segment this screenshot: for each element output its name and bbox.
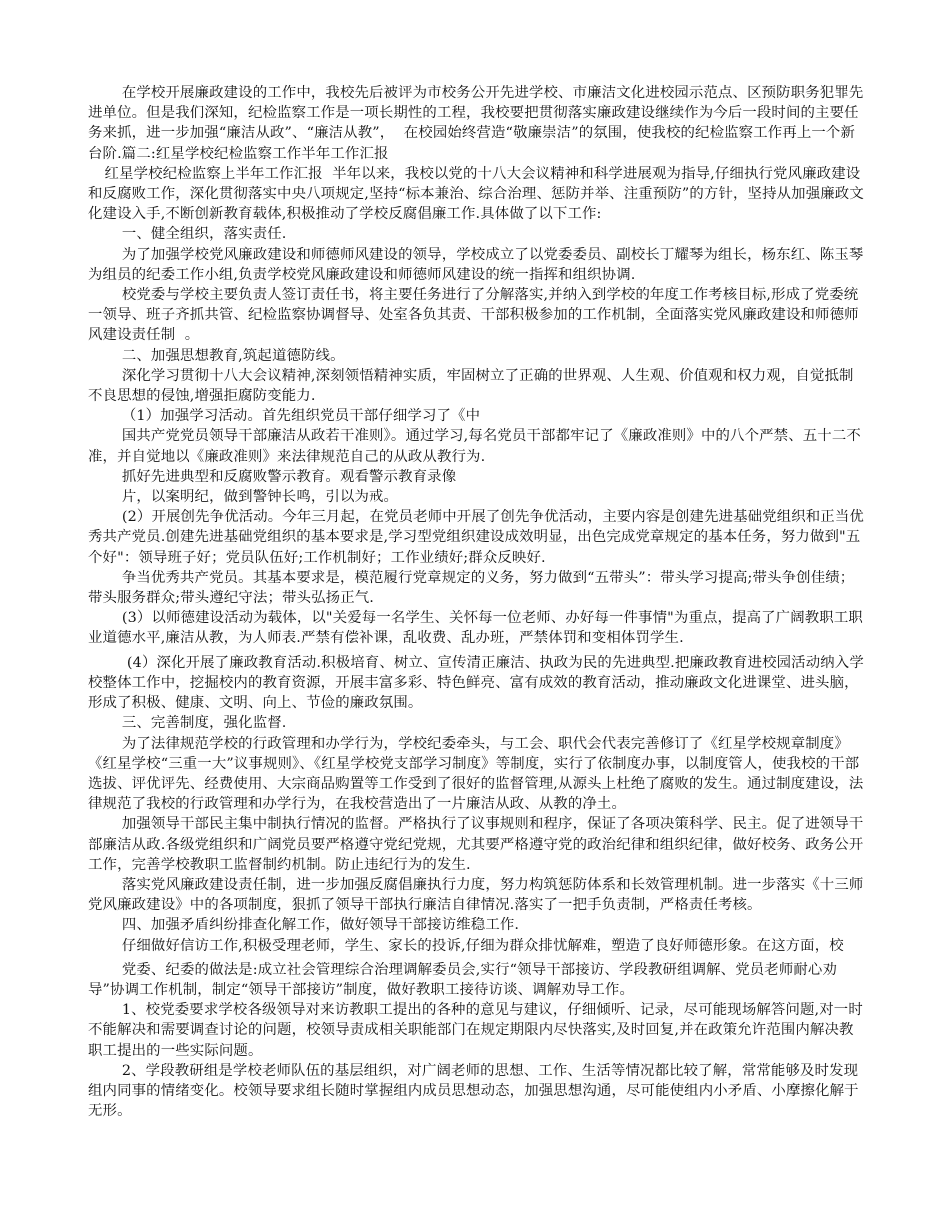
paragraph: 党委、纪委的做法是:成立社会管理综合治理调解委员会,实行“领导干部接访、学段教研组调解、党员老师耐心劝导”协调工作机制，制定“领导干部接访”制度，做好教职工接待访谈、调解劝导工作。 [88, 961, 838, 998]
paragraph: (3）以师德建设活动为载体，以"关爱每一名学生、关怀每一位老师、办好每一件事情"为重点，提高了广阔教职工职业道德水平,廉洁从教，为人师表.严禁有偿补课，乱收费、乱办班，严禁体罚和变相体罚学生. [88, 610, 863, 647]
paragraph: (2）开展创先争优活动。今年三月起，在党员老师中开展了创先争优活动，主要内容是创建先进基础党组织和正当优秀共产党员.创建先进基础党组织的基本要求是,学习型党组织建设成效明显，出色完成党章规定的基本任务，努力做到"五个好"：领导班子好；党员队伍好;工作机制好；工作业绩好;群众反映好. [88, 509, 864, 566]
paragraph: 三、完善制度，强化监督. [121, 715, 287, 732]
paragraph: 抓好先进典型和反腐败警示教育。观看警示教育录像 [121, 468, 457, 485]
paragraph: 1、校党委要求学校各级领导对来访教职工提出的各种的意见与建议，仔细倾听、记录，尽可能现场解答问题,对一时不能解决和需要调查讨论的问题，校领导责成相关职能部门在规定期限内尽快落实,及时回复,并在政策允许范围内解决教职工提出的一些实际问题。 [88, 1002, 863, 1059]
paragraph: 为了法律规范学校的行政管理和办学行为，学校纪委牵头，与工会、职代会代表完善修订了《红星学校规章制度》《红星学校“三重一大”议事规则》、《红星学校党支部学习制度》等制度，实行了依制度办事，以制度管人，使我校的干部选拔、评优评先、经费使用、大宗商品购置等工作受到了很好的监督管理,从源头上杜绝了腐败的发生。通过制度建设，法律规范了我校的行政管理和办学行为，在我校营造出了一片廉洁从政、从教的净土。 [88, 735, 864, 813]
paragraph: 片，以案明纪，做到警钟长鸣，引以为戒。 [121, 489, 399, 506]
paragraph: 加强领导干部民主集中制执行情况的监督。严格执行了议事规则和程序，保证了各项决策科学、民主。促了进领导干部廉洁从政.各级党组织和广阔党员要严格遵守党纪党规，尤其要严格遵守党的政治纪律和组织纪律，做好校务、政务公开工作，完善学校教职工监督制约机制。防止违纪行为的发生. [88, 816, 864, 873]
paragraph: 为了加强学校党风廉政建设和师德师风建设的领导，学校成立了以党委委员、副校长丁耀琴为组长，杨东红、陈玉琴为组员的纪委工作小组,负责学校党风廉政建设和师德师风建设的统一指挥和组织协调. [88, 246, 864, 283]
paragraph: 争当优秀共产党员。其基本要求是，模范履行党章规定的义务，努力做到“五带头”：带头学习提高;带头争创佳绩；带头服务群众;带头遵纪守法；带头弘扬正气. [88, 569, 855, 607]
paragraph: 在学校开展廉政建设的工作中，我校先后被评为市校务公开先进学校、市廉洁文化进校园示范点、区预防职务犯罪先进单位。但是我们深知，纪检监察工作是一项长期性的工程，我校要把贯彻落实廉政建设继续作为今后一段时间的主要任务来抓，进一步加强“廉洁从政”、“廉洁从教”， 在校园始终营造“敬廉崇洁”的氛围，使我校的纪检监察工作再上一个新台阶.篇二:红星学校纪检监察工作半年工作汇报 [88, 85, 864, 162]
paragraph: 落实党风廉政建设责任制，进一步加强反腐倡廉执行力度，努力构筑惩防体系和长效管理机制。进一步落实《十三师党风廉政建设》中的各项制度，狠抓了领导干部执行廉洁自律情况.落实了一把手负责制，严格责任考核。 [88, 876, 864, 914]
paragraph: （1）加强学习活动。首先组织党员干部仔细学习了《中 [121, 408, 481, 425]
paragraph: 红星学校纪检监察上半年工作汇报 半年以来，我校以党的十八大会议精神和科学进展观为指导,仔细执行党风廉政建设和反腐败工作，深化贯彻落实中央八项规定,坚持“标本兼治、综合治理、惩防并举、注重预防”的方针，坚持从加强廉政文化建设入手,不断创新教育载体,积极推动了学校反腐倡廉工作.具体做了以下工作: [88, 165, 864, 223]
paragraph: 校党委与学校主要负责人签订责任书，将主要任务进行了分解落实,并纳入到学校的年度工作考核目标,形成了党委统一领导、班子齐抓共管、纪检监察协调督导、处室各负其责、干部积极参加的工作机制，全面落实党风廉政建设和师德师风建设责任制 。 [88, 287, 859, 344]
paragraph: 四、加强矛盾纠纷排查化解工作，做好领导干部接访维稳工作. [121, 917, 520, 934]
paragraph: 仔细做好信访工作,积极受理老师，学生、家长的投诉,仔细为群众排忧解难，塑造了良好师德形象。在这方面，校 [121, 937, 844, 954]
paragraph: (4）深化开展了廉政教育活动.积极培育、树立、宣传清正廉洁、执政为民的先进典型.把廉政教育进校园活动纳入学校整体工作中，挖掘校内的教育资源，开展丰富多彩、特色鲜亮、富有成效的教育活动，推动廉政文化进课堂、进头脑，形成了积极、健康、文明、向上、节俭的廉政氛围。 [88, 654, 864, 712]
paragraph: 二、加强思想教育,筑起道德防线。 [121, 347, 345, 364]
paragraph: 2、学段教研组是学校老师队伍的基层组织，对广阔老师的思想、工作、生活等情况都比较了解，常常能够及时发现组内同事的情绪变化。校领导要求组长随时掌握组内成员思想动态，加强思想沟通，尽可能使组内小矛盾、小摩擦化解于无形。 [88, 1062, 859, 1120]
paragraph: 国共产党党员领导干部廉洁从政若干准则》。通过学习,每名党员干部都牢记了《廉政准则》中的八个严禁、五十二不准，并自觉地以《廉政准则》来法律规范自己的从政从教行为. [88, 428, 861, 465]
paragraph: 一、健全组织，落实责任. [121, 226, 287, 243]
document-body [88, 83, 866, 1121]
paragraph: 深化学习贯彻十八大会议精神,深刻领悟精神实质，牢固树立了正确的世界观、人生观、价值观和权力观，自觉抵制不良思想的侵蚀,增强拒腐防变能力. [88, 367, 854, 405]
